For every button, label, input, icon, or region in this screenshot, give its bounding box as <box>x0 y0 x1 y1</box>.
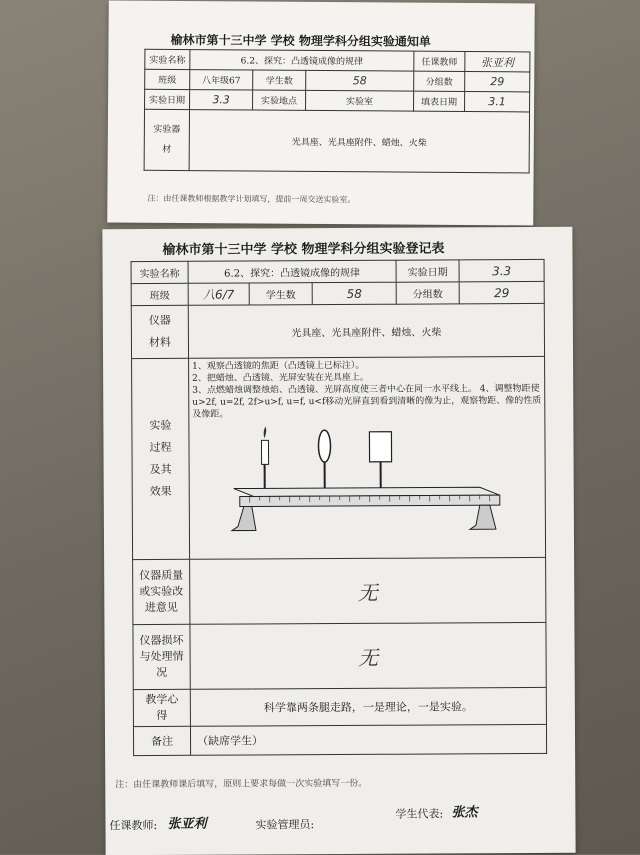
bench-leg-right <box>470 505 496 529</box>
label-process: 实验过程及其效果 <box>132 358 190 559</box>
label-place: 实验地点 <box>253 90 306 110</box>
value-instruments: 光具座、光具座附件、蜡烛、火柴 <box>188 303 544 358</box>
process-steps <box>189 357 544 423</box>
manager-sign-label: 实验管理员: <box>255 816 314 832</box>
value-exp-name: 6.2、探究：凸透镜成像的规律 <box>188 260 396 283</box>
label-students: 学生数 <box>253 70 306 90</box>
value-fill-date: 3.1 <box>465 92 530 112</box>
step-3-4: 3、点燃蜡烛调整烛焰、凸透镜、光屏高度使三者中心在同一水平线上。 4、调整物距使u>2f, u=2f, 2f>u>f, u=f, u<f移动光屏直到看到清晰的像为止，观察物距、像的性质及像距。 <box>192 383 541 421</box>
register-title: 榆林市第十三中学 学校 物理学科分组实验登记表 <box>162 237 444 257</box>
value-date: 3.3 <box>459 259 544 281</box>
label-exp-name: 实验名称 <box>145 49 190 69</box>
value-groups: 29 <box>465 72 530 92</box>
bench-leg-left <box>232 506 256 530</box>
teacher-sign-label: 任课教师: <box>109 817 157 833</box>
optical-bench-illustration <box>229 425 510 536</box>
label-date: 实验日期 <box>145 89 190 109</box>
value-quality: 无 <box>190 557 546 624</box>
label-quality: 仪器质量或实验改进意见 <box>133 559 190 624</box>
label-damage: 仪器损坏与处理情况 <box>133 624 190 689</box>
student-signature: 张杰 <box>451 801 477 820</box>
step-2: 2、把蜡烛、凸透镜、光屏安装在光具座上。 <box>192 371 541 385</box>
value-class: 八年级67 <box>190 70 253 90</box>
label-class: 班级 <box>145 69 190 89</box>
value-date: 3.3 <box>190 90 253 110</box>
label-groups: 分组数 <box>414 71 465 91</box>
value-groups: 29 <box>459 281 544 303</box>
label-fill-date: 填表日期 <box>414 91 465 111</box>
notice-table <box>144 49 531 174</box>
notice-note: 注：由任课教师根据教学计划填写，提前一周交送实验室。 <box>147 193 355 205</box>
notice-title: 榆林市第十三中学 学校 物理学科分组实验通知单 <box>170 31 430 50</box>
process-cell <box>189 356 546 559</box>
teacher-signature: 张亚利 <box>167 813 206 832</box>
value-students: 58 <box>306 70 414 91</box>
notice-sheet <box>107 1 535 226</box>
value-room: 实验室 <box>306 90 414 111</box>
step-1: 1、观察凸透镜的焦距（凸透镜上已标注）。 <box>192 359 541 373</box>
value-exp-name: 6.2、探究：凸透镜成像的规律 <box>190 50 414 72</box>
label-exp-name: 实验名称 <box>131 261 188 283</box>
register-table <box>131 259 548 756</box>
value-remark: （缺席学生） <box>190 724 546 755</box>
convex-lens <box>318 430 330 462</box>
value-class: 八6/7 <box>188 283 249 305</box>
label-insight: 教学心得 <box>133 689 190 726</box>
light-screen <box>369 432 391 462</box>
register-note: 注：由任课教师课后填写，原则上要求每做一次实验填写一份。 <box>115 776 367 790</box>
label-teacher: 任课教师 <box>414 51 465 71</box>
student-sign-label: 学生代表: <box>395 805 443 821</box>
label-students: 学生数 <box>249 283 312 305</box>
label-remark: 备注 <box>133 726 190 755</box>
value-equipment: 光具座、光具座附件、蜡烛、火柴 <box>189 110 529 173</box>
label-equipment: 实验器材 <box>144 109 189 170</box>
value-teacher: 张亚利 <box>465 52 530 72</box>
candle-flame <box>264 426 267 438</box>
candle <box>261 440 268 464</box>
label-instruments: 仪器材料 <box>131 305 188 358</box>
value-students: 58 <box>312 282 396 304</box>
label-date: 实验日期 <box>396 260 459 282</box>
register-sheet <box>102 227 575 855</box>
value-insight: 科学靠两条腿走路，一是理论，一是实验。 <box>190 687 546 726</box>
label-groups: 分组数 <box>396 282 459 304</box>
label-class: 班级 <box>131 283 188 305</box>
value-damage: 无 <box>190 622 546 689</box>
